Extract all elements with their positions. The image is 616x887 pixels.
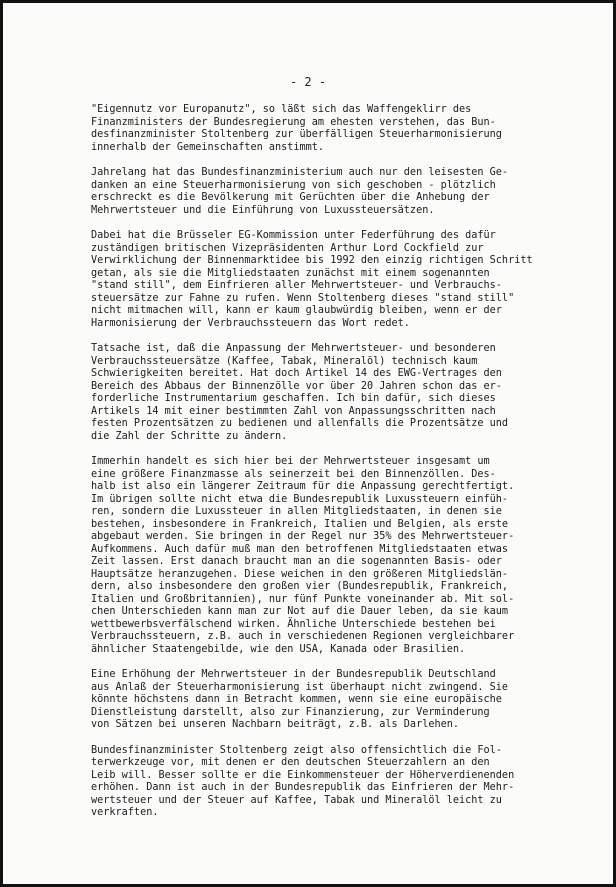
text-line: "Eigennutz vor Europanutz", so läßt sich das Waffengeklirr des [91, 104, 472, 115]
text-line: Jahrelang hat das Bundesfinanzministerium auch nur den leisesten Ge- [91, 167, 509, 178]
text-line: könnte höchstens dann in Betracht kommen, wenn sie eine europäische [91, 694, 502, 705]
text-line: erschreckt es die Bevölkerung mit Gerüchten über die Anhebung der [91, 192, 490, 203]
text-line: steuersätze zur Fahne zu rufen. Wenn Stoltenberg dieses "stand still" [91, 292, 515, 304]
text-line: Italien und Großbritannien), nur fünf Punkte voneinander ab. Mit sol- [91, 593, 515, 605]
text-line: ren, sondern die Luxussteuer in allen Mitgliedstaaten, in denen sie [91, 506, 502, 517]
text-line: Eine Erhöhung der Mehrwertsteuer in der Bundesrepublik Deutschland [91, 669, 496, 680]
text-line: Mehrwertsteuer und die Einführung von Luxussteuersätzen. [91, 204, 435, 216]
text-line: festen Prozentsätzen zu bedienen und allenfalls die Prozentsätze und [91, 418, 509, 429]
text-line: Harmonisierung der Verbrauchssteuern das Wort redet. [91, 317, 410, 329]
paragraph [91, 456, 561, 656]
text-line: dern, also insbesondere den großen vier (Bundesrepublik, Frankreich, [91, 581, 509, 592]
text-line: eine größere Finanzmasse als seinerzeit bei den Binnenzöllen. Des- [91, 468, 496, 480]
text-line: zuständigen britischen Vizepräsidenten Arthur Lord Cockfield zur [91, 242, 484, 254]
text-line: forderliche Instrumentarium geschaffen. Ich bin dafür, sich dieses [91, 393, 496, 404]
text-line: Bundesfinanzminister Stoltenberg zeigt also offensichtlich die Fol- [91, 744, 502, 756]
text-line: Immerhin handelt es sich hier bei der Mehrwertsteuer insgesamt um [91, 456, 490, 467]
text-line: Im übrigen sollte nicht etwa die Bundesrepublik Luxussteuern einfüh- [91, 493, 509, 505]
text-line: Bereich des Abbaus der Binnenzölle vor über 20 Jahren schon das er- [91, 380, 502, 392]
text-line: verkraften. [91, 807, 159, 818]
text-line: nicht mitmachen will, kann er kaum glaubwürdig bleiben, wenn er der [91, 305, 502, 316]
paragraph [91, 745, 561, 820]
text-line: chen Unterschieden kann man zur Not auf die Dauer leben, da sie kaum [91, 606, 509, 617]
text-line: Verbrauchssteuersätze (Kaffee, Tabak, Mineralöl) technisch kaum [91, 355, 478, 367]
text-line: Zeit lassen. Erst danach braucht man an die sogenannten Basis- oder [91, 556, 502, 567]
text-line: Dienstleistung darstellt, also zur Finanzierung, zur Verminderung [91, 706, 490, 718]
text-line: Tatsache ist, daß die Anpassung der Mehrwertsteuer- und besonderen [91, 343, 496, 354]
text-line: halb ist also ein längerer Zeitraum für die Anpassung gerechtfertigt. [91, 481, 515, 492]
paragraph [91, 230, 561, 330]
text-line: aus Anlaß der Steuerharmonisierung ist überhaupt nicht zwingend. Sie [91, 681, 509, 693]
text-line: "stand still", dem Einfrieren aller Mehrwertsteuer- und Verbrauchs- [91, 280, 502, 291]
text-line: von Sätzen bei unseren Nachbarn beiträgt, z.B. als Darlehen. [91, 719, 460, 730]
text-line: terwerkzeuge vor, mit denen er den deutschen Steuerzahlern an den [91, 757, 490, 768]
page-number: - 2 - [289, 75, 327, 89]
text-line: danken an eine Steuerharmonisierung von sich geschoben - plötzlich [91, 179, 496, 191]
text-line: Schwierigkeiten bereitet. Hat doch Artikel 14 des EWG-Vertrages den [91, 368, 502, 379]
text-line: Hauptsätze heranzugehen. Diese weichen in den größeren Mitgliedslän- [91, 568, 509, 580]
text-line: Finanzministers der Bundesregierung am ehesten verstehen, das Bun- [91, 116, 496, 128]
text-line: Aufkommens. Auch dafür muß man den betroffenen Mitgliedstaaten etwas [91, 543, 509, 555]
text-line: erhöhen. Dann ist auch in der Bundesrepublik das Einfrieren der Mehr- [91, 782, 515, 793]
paragraph [91, 167, 561, 217]
text-line: innerhalb der Gemeinschaften anstimmt. [91, 141, 325, 153]
text-line: Verwirklichung der Binnenmarktidee bis 1992 den einzig richtigen Schritt [91, 255, 533, 266]
text-line: Leib will. Besser sollte er die Einkommensteuer der Höherverdienenden [91, 769, 515, 781]
text-line: die Zahl der Schritte zu ändern. [91, 430, 288, 442]
text-line: ähnlicher Staatengebilde, wie den USA, Kanada oder Brasilien. [91, 643, 466, 655]
text-line: wertsteuer und der Steuer auf Kaffee, Tabak und Mineralöl leicht zu [91, 794, 502, 806]
paragraph [91, 104, 561, 154]
text-line: abgebaut werden. Sie bringen in der Regel nur 35% des Mehrwertsteuer- [91, 531, 515, 542]
text-line: Dabei hat die Brüsseler EG-Kommission unter Federführung des dafür [91, 230, 496, 241]
text-line: Artikels 14 mit einer bestimmten Zahl von Anpassungsschritten nach [91, 405, 496, 417]
text-line: desfinanzminister Stoltenberg zur überfälligen Steuerharmonisierung [91, 129, 502, 140]
text-line: bestehen, insbesondere in Frankreich, Italien und Belgien, als erste [91, 518, 509, 530]
text-line: Verbrauchssteuern, z.B. auch in verschiedenen Regionen vergleichbarer [91, 631, 515, 642]
text-line: wettbewerbsverfälschend wirken. Ähnliche Unterschiede bestehen bei [91, 618, 496, 630]
text-line: getan, als sie die Mitgliedstaaten zunächst mit einem sogenannten [91, 267, 490, 279]
paragraph [91, 669, 561, 732]
body-text [91, 104, 561, 833]
paragraph [91, 343, 561, 443]
